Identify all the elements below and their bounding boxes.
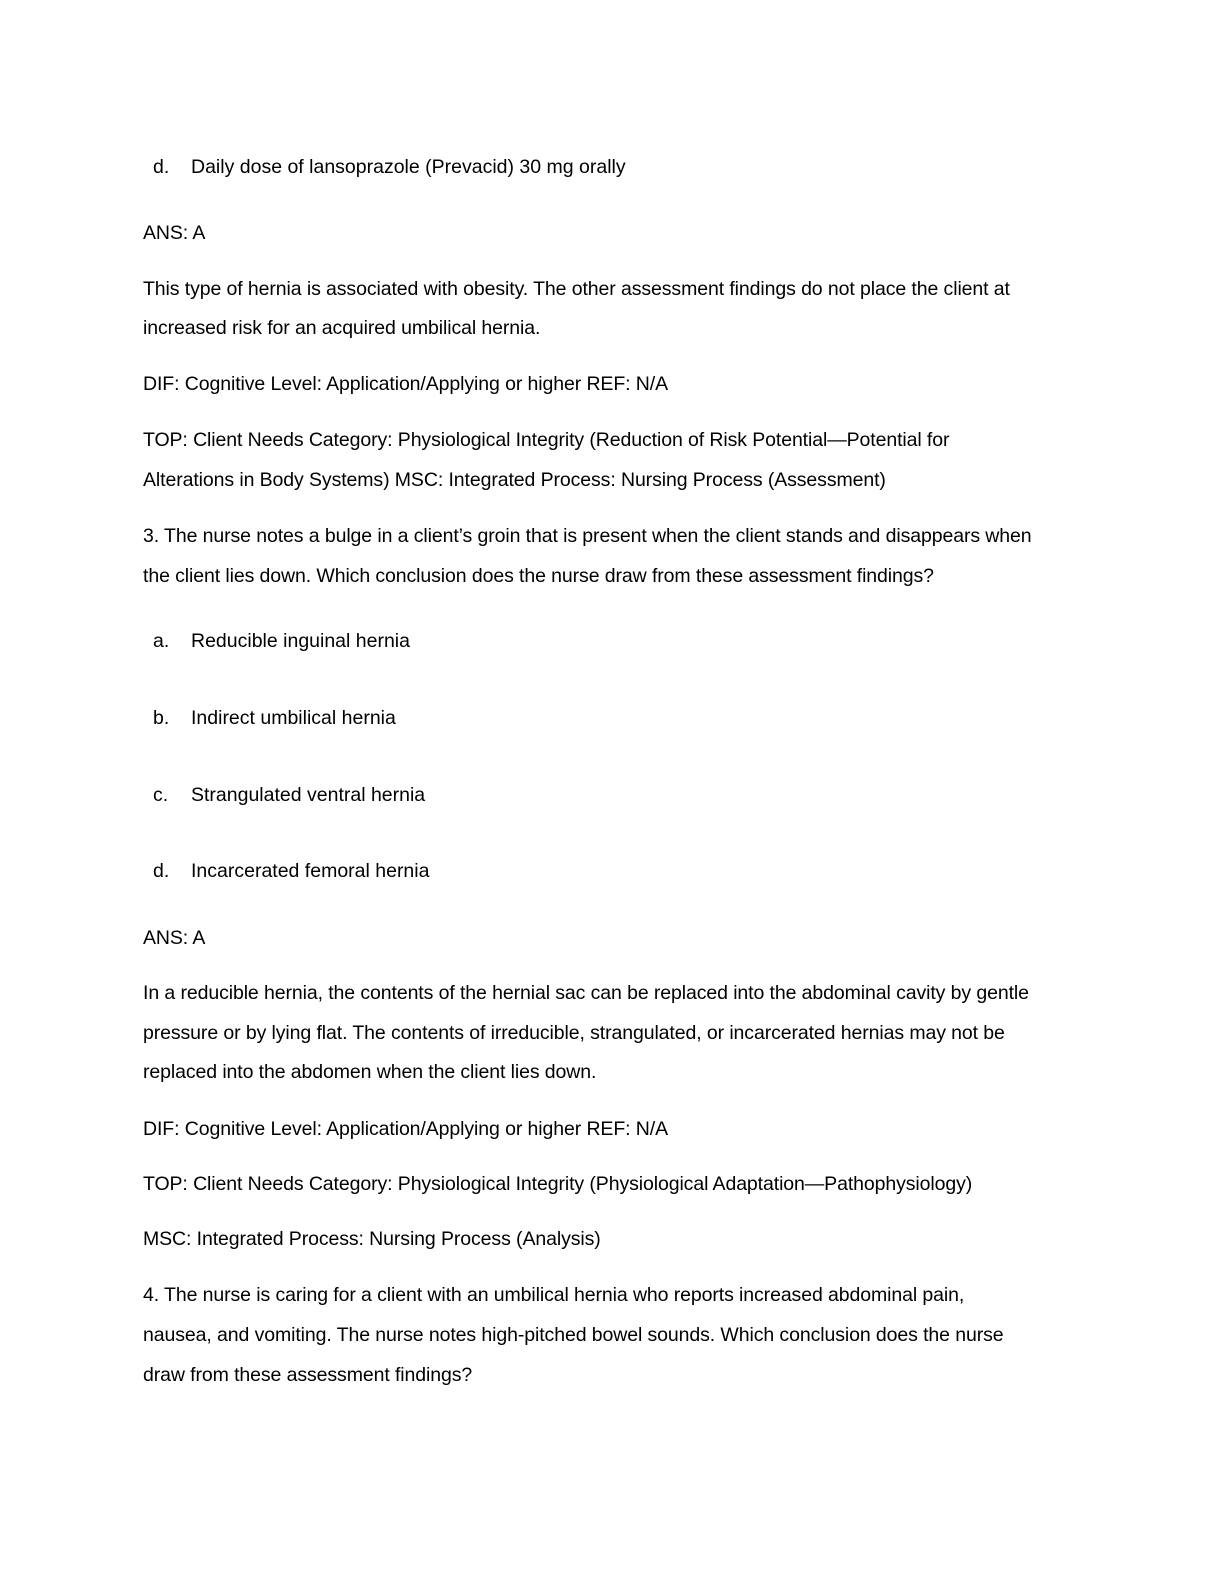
option-letter: a. [153,630,170,652]
option-letter: d. [153,156,170,178]
option-text: Daily dose of lansoprazole (Prevacid) 30 mg orally [191,156,626,178]
topic-line: TOP: Client Needs Category: Physiological Integrity (Reduction of Risk Potential—Potential for [143,429,950,451]
rationale-line: This type of hernia is associated with obesity. The other assessment findings do not place the client at [143,278,1010,300]
option-letter: c. [153,784,169,806]
answer-line: ANS: A [143,222,206,244]
prev-option-d [153,155,626,179]
msc-line: MSC: Integrated Process: Nursing Process (Analysis) [143,1228,601,1250]
rationale-line: replaced into the abdomen when the client lies down. [143,1061,597,1083]
option-letter: b. [153,707,170,729]
difficulty-line: DIF: Cognitive Level: Application/Applying or higher REF: N/A [143,373,668,395]
option-text: Reducible inguinal hernia [191,630,410,652]
answer-line: ANS: A [143,927,206,949]
q3-option-a [153,629,410,653]
rationale-line: In a reducible hernia, the contents of the hernial sac can be replaced into the abdominal cavity by gentle [143,982,1029,1004]
rationale-line: increased risk for an acquired umbilical hernia. [143,317,541,339]
q3-option-c [153,783,425,807]
question-4-line: 4. The nurse is caring for a client with an umbilical hernia who reports increased abdominal pain, [143,1284,965,1306]
q3-option-b [153,706,396,730]
option-text: Indirect umbilical hernia [191,707,396,729]
topic-line: Alterations in Body Systems) MSC: Integrated Process: Nursing Process (Assessment) [143,469,886,491]
question-3-line: the client lies down. Which conclusion does the nurse draw from these assessment findings? [143,565,934,587]
option-letter: d. [153,860,170,882]
question-4-line: nausea, and vomiting. The nurse notes high-pitched bowel sounds. Which conclusion does the nurse [143,1324,1004,1346]
q3-option-d [153,859,429,883]
option-text: Strangulated ventral hernia [191,784,426,806]
topic-line: TOP: Client Needs Category: Physiological Integrity (Physiological Adaptation—Pathophysiology) [143,1173,973,1195]
difficulty-line: DIF: Cognitive Level: Application/Applying or higher REF: N/A [143,1118,668,1140]
question-3-line: 3. The nurse notes a bulge in a client’s groin that is present when the client stands and disappears when [143,525,1032,547]
rationale-line: pressure or by lying flat. The contents of irreducible, strangulated, or incarcerated hernias may not be [143,1022,1005,1044]
option-text: Incarcerated femoral hernia [191,860,430,882]
question-4-line: draw from these assessment findings? [143,1364,473,1386]
